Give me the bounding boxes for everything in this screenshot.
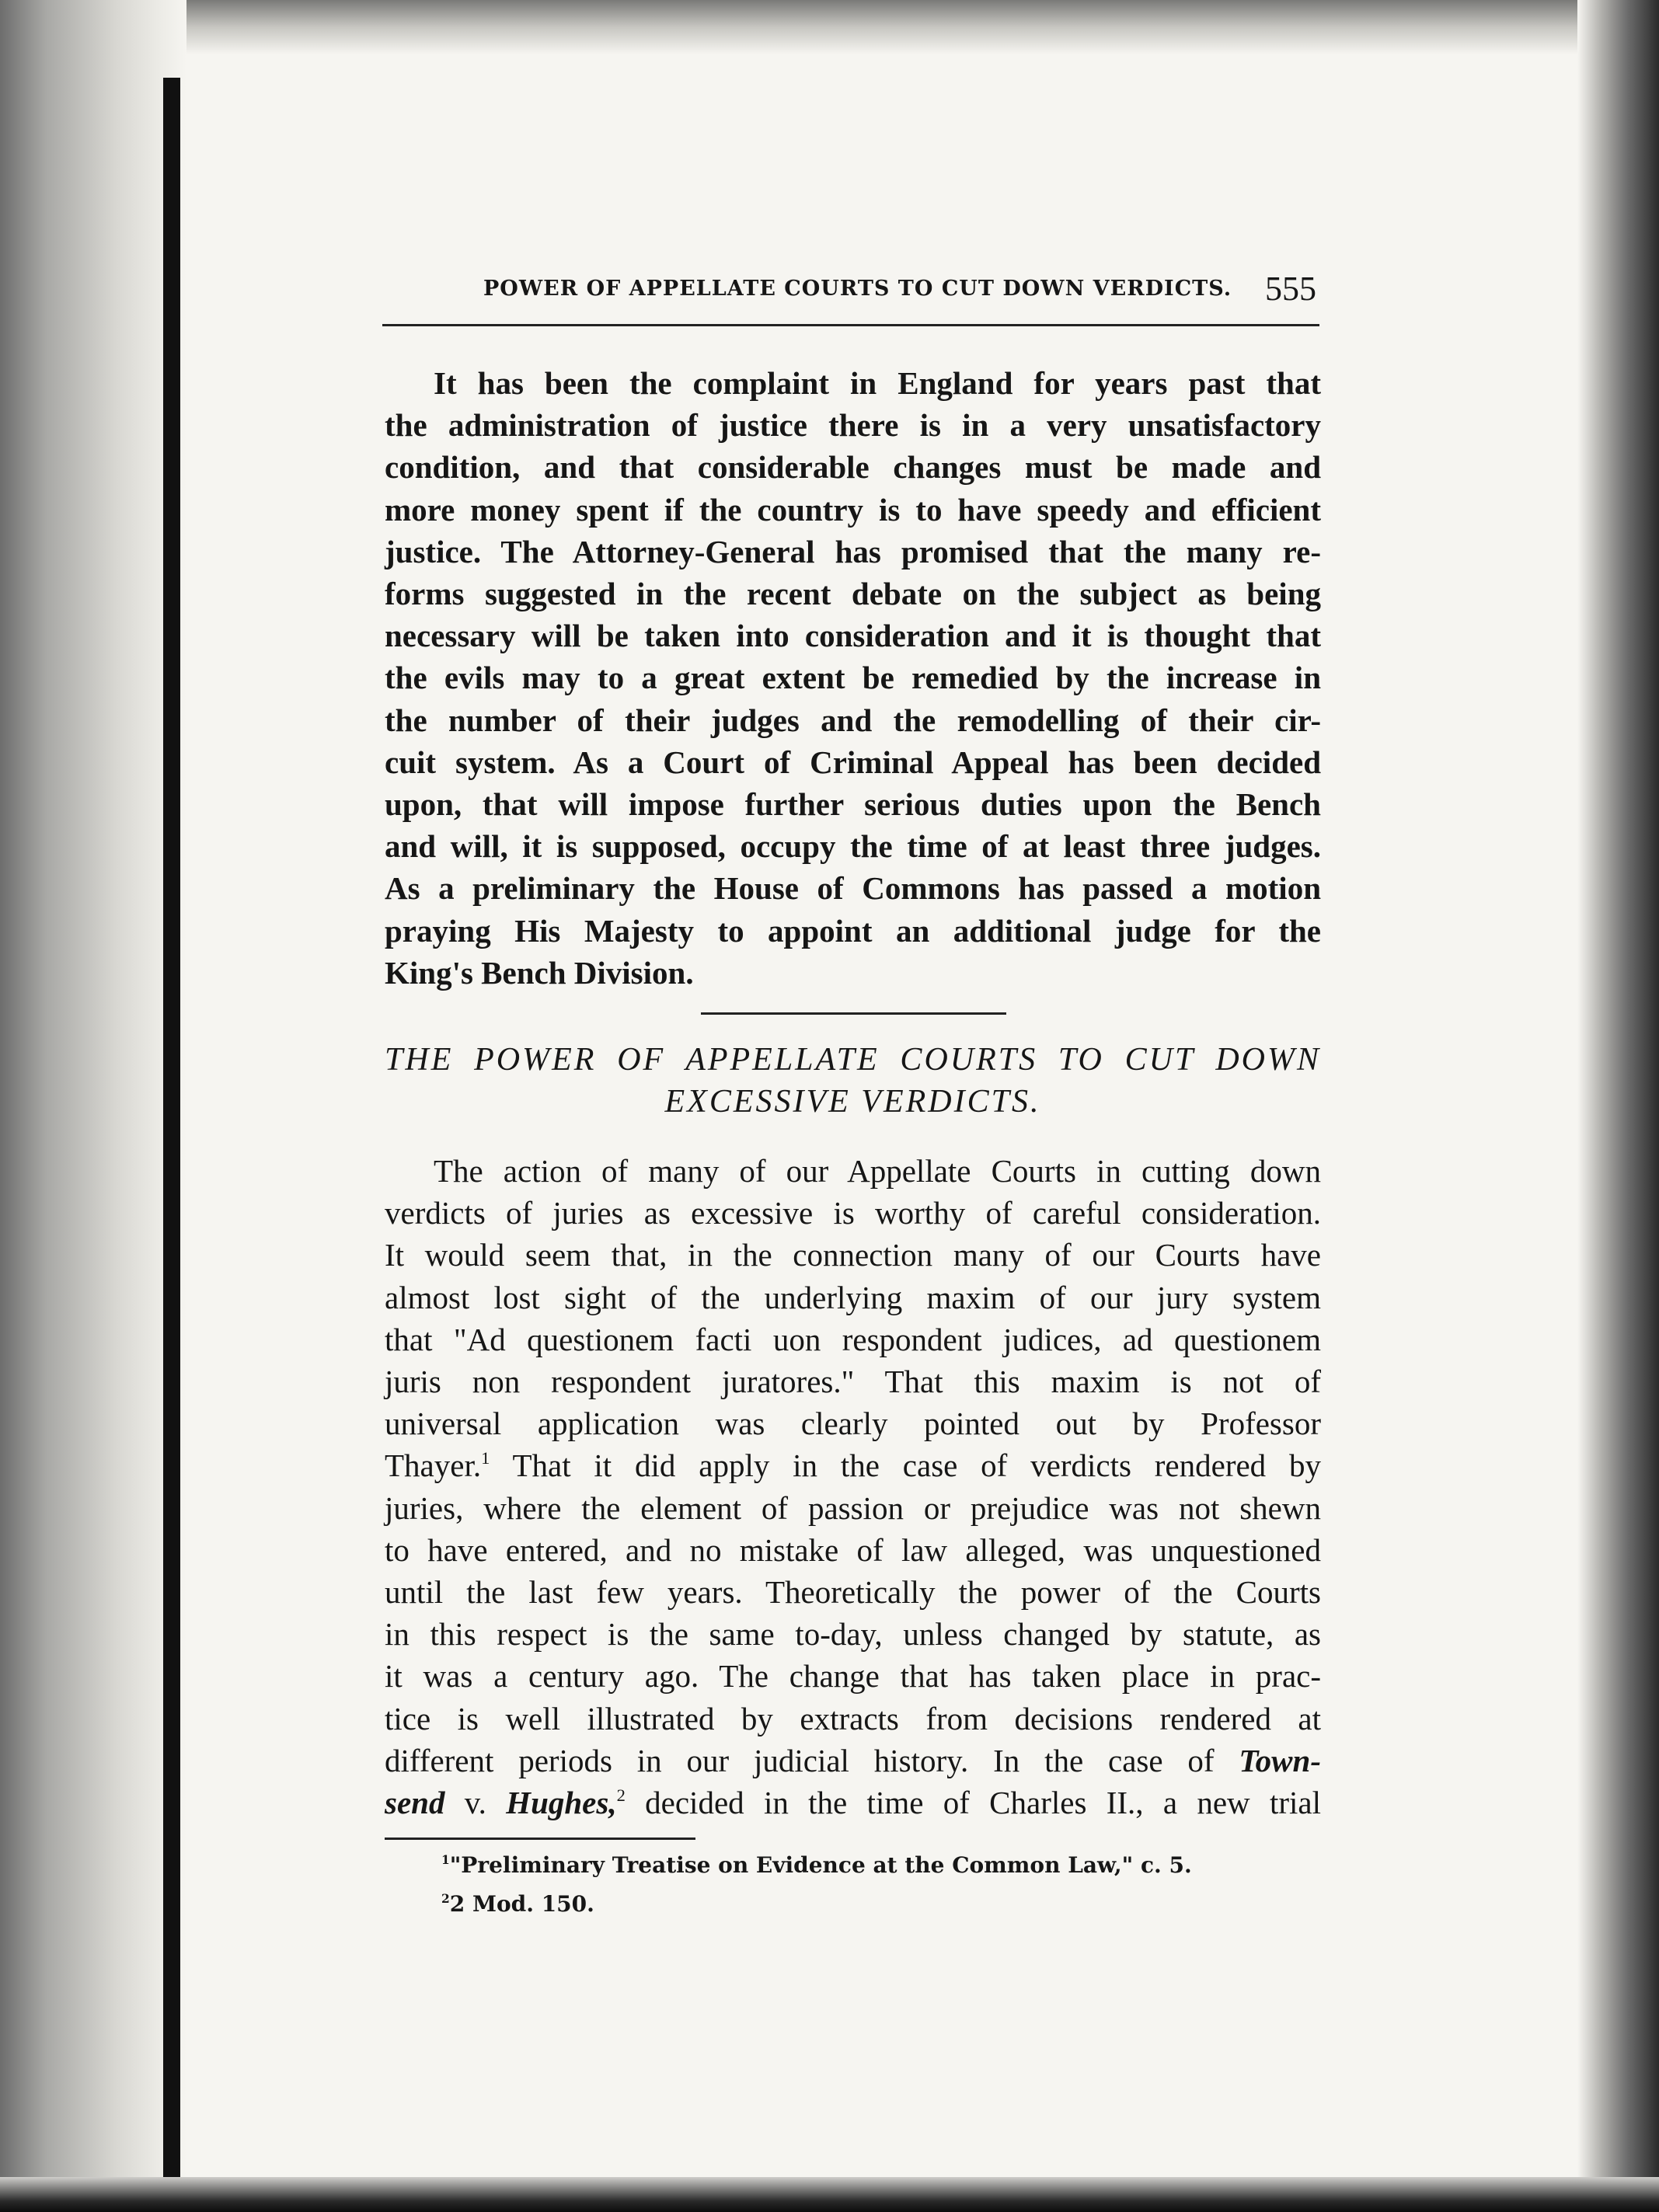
footnote-ref-1: 1	[481, 1448, 490, 1468]
footnotes	[441, 1846, 1319, 1924]
text-line: verdicts of juries as excessive is worthy of careful consideration.	[385, 1195, 1321, 1231]
text-line	[385, 1782, 1321, 1824]
text-fragment: different periods in our judicial history. In the case of	[385, 1742, 1239, 1778]
footnote-marker: 1	[441, 1853, 450, 1868]
article-title-line-2: EXCESSIVE VERDICTS.	[664, 1084, 1041, 1120]
text-line: universal application was clearly pointed out by Professor	[385, 1406, 1321, 1442]
text-fragment: decided in the time of Charles II., a new trial	[625, 1785, 1321, 1821]
text-line: It has been the complaint in England for years past that	[434, 365, 1321, 401]
text-line: juris non respondent juratores." That this maxim is not of	[385, 1364, 1321, 1400]
text-line	[385, 1444, 1321, 1486]
text-line: the evils may to a great extent be remedied by the increase in	[385, 660, 1321, 696]
text-line: King's Bench Division.	[385, 954, 694, 991]
text-line: cuit system. As a Court of Criminal Appeal has been decided	[385, 744, 1321, 780]
article-title	[385, 1039, 1321, 1123]
text-line: forms suggested in the recent debate on the subject as being	[385, 576, 1321, 612]
text-line: in this respect is the same to-day, unless changed by statute, as	[385, 1616, 1321, 1653]
text-line: to have entered, and no mistake of law alleged, was unquestioned	[385, 1531, 1321, 1568]
text-line: praying His Majesty to appoint an additional judge for the	[385, 912, 1321, 949]
footnote-rule	[385, 1838, 695, 1840]
scan-edge-right	[1577, 0, 1659, 2212]
paragraph-english-justice	[385, 362, 1321, 994]
case-name-italic: Hughes,	[506, 1785, 617, 1821]
text-line: the administration of justice there is in a very unsatisfactory	[385, 407, 1321, 444]
text-line: and will, it is supposed, occupy the time of at least three judges.	[385, 828, 1321, 865]
text-line: The action of many of our Appellate Courts in cutting down	[434, 1153, 1321, 1189]
text-line: juries, where the element of passion or prejudice was not shewn	[385, 1489, 1321, 1526]
scan-edge-top	[0, 0, 1659, 54]
text-line: tice is well illustrated by extracts from decisions rendered at	[385, 1700, 1321, 1737]
text-line: It would seem that, in the connection many of our Courts have	[385, 1237, 1321, 1273]
text-line: until the last few years. Theoretically the power of the Courts	[385, 1574, 1321, 1611]
text-line: that "Ad questionem facti uon respondent judices, ad questionem	[385, 1321, 1321, 1357]
text-line: almost lost sight of the underlying maxim of our jury system	[385, 1279, 1321, 1315]
book-spine-shadow	[163, 78, 180, 2212]
text-line: condition, and that considerable changes must be made and	[385, 449, 1321, 486]
text-line: more money spent if the country is to have speedy and efficient	[385, 491, 1321, 528]
footnote-marker: 2	[441, 1892, 450, 1907]
case-name-italic: Town-	[1239, 1742, 1321, 1778]
page-number: 555	[1265, 270, 1316, 308]
footnote-ref-2: 2	[616, 1785, 626, 1806]
footnote-text: 2 Mod. 150.	[449, 1891, 594, 1917]
text-fragment: Thayer.	[385, 1447, 482, 1484]
paragraph-appellate-courts	[385, 1150, 1321, 1824]
text-line: necessary will be taken into consideration and it is thought that	[385, 618, 1321, 654]
text-line: the number of their judges and the remodelling of their cir-	[385, 702, 1321, 738]
running-head	[483, 269, 1316, 315]
header-rule	[382, 324, 1319, 326]
scan-edge-bottom	[0, 2177, 1659, 2212]
footnote-text: "Preliminary Treatise on Evidence at the Common Law," c. 5.	[449, 1852, 1192, 1878]
article-title-line-1: THE POWER OF APPELLATE COURTS TO CUT DOWN	[385, 1042, 1321, 1078]
text-line: it was a century ago. The change that has taken place in prac-	[385, 1658, 1321, 1695]
text-line	[385, 1740, 1321, 1782]
running-head-title: POWER OF APPELLATE COURTS TO CUT DOWN VERDICTS.	[483, 277, 1232, 301]
footnote-2	[441, 1885, 1319, 1924]
text-fragment: v.	[444, 1785, 507, 1821]
text-line: upon, that will impose further serious duties upon the Bench	[385, 786, 1321, 823]
text-line: As a preliminary the House of Commons has passed a motion	[385, 870, 1321, 907]
section-divider	[701, 1012, 1006, 1015]
text-line: justice. The Attorney-General has promised that the many re-	[385, 533, 1321, 570]
footnote-1	[441, 1846, 1319, 1885]
text-fragment: That it did apply in the case of verdicts rendered by	[490, 1447, 1321, 1484]
scan-gutter-left	[0, 0, 186, 2212]
case-name-italic: send	[385, 1785, 445, 1821]
